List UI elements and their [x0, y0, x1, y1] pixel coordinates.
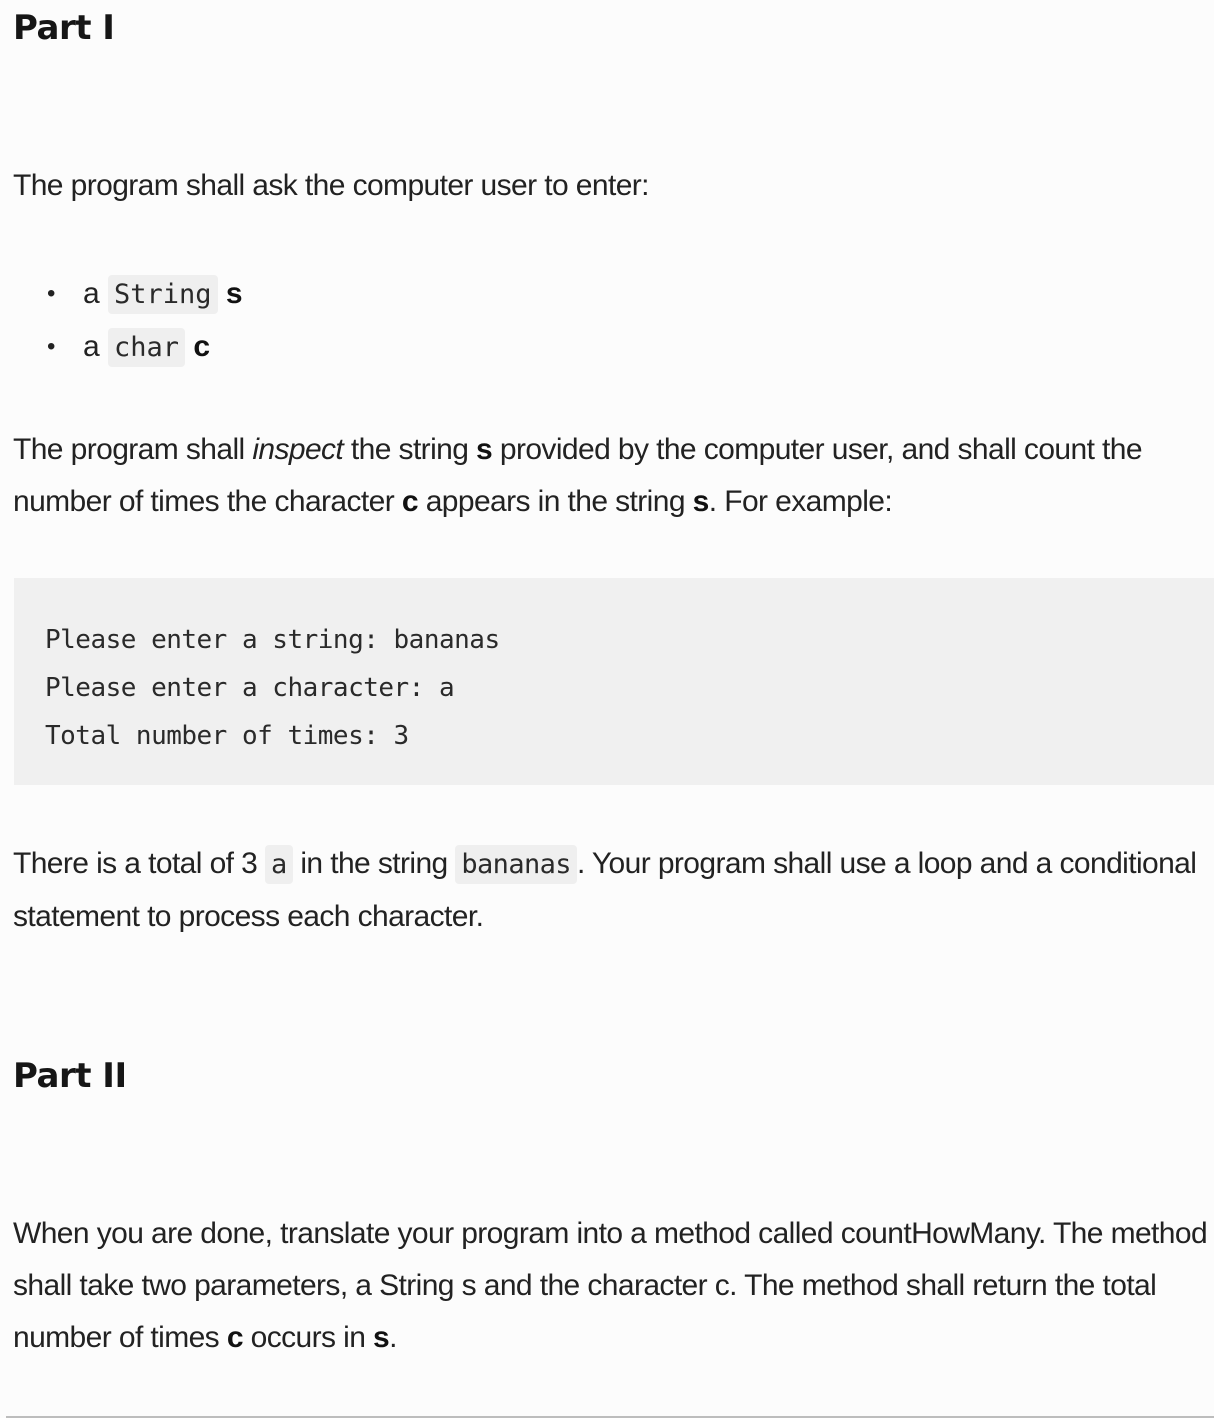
explanation-paragraph: There is a total of 3 a in the string bananas . Your program shall use a loop and a conditional statement to process each character. [13, 847, 1197, 933]
inline-code: a [265, 845, 293, 884]
inline-code: String [108, 275, 218, 314]
list-item: • a char c [13, 321, 243, 374]
heading-part-2: Part II [13, 1056, 127, 1096]
intro-paragraph: The program shall ask the computer user to enter: [13, 169, 649, 202]
bullet-icon: • [47, 280, 56, 307]
heading-part-1: Part I [13, 8, 115, 48]
code-line: Total number of times: 3 [45, 721, 409, 751]
method-paragraph: When you are done, translate your program into a method called countHowMany. The method shall take two parameters, a String s and the character c. The method shall return the total number of times c occurs in s. [13, 1217, 1208, 1354]
code-line: Please enter a character: a [45, 673, 455, 703]
list-item: • a String s [13, 268, 243, 321]
code-line: Please enter a string: bananas [45, 625, 500, 655]
description-paragraph: The program shall inspect the string s provided by the computer user, and shall count the number of times the character c appears in the string s. For example: [13, 433, 1142, 518]
inline-code: bananas [455, 845, 577, 884]
example-code-block [14, 578, 1214, 785]
inline-code: char [108, 328, 185, 367]
bullet-icon: • [47, 333, 56, 360]
input-list [13, 268, 243, 374]
